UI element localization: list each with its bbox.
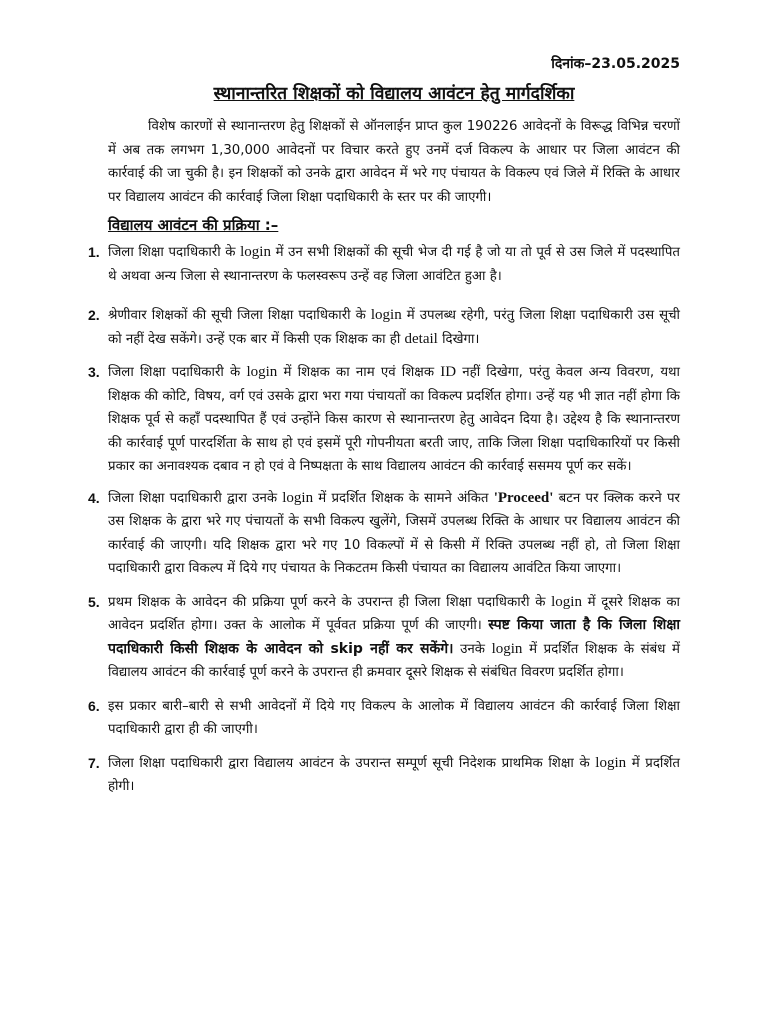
item-text: बटन पर क्लिक करने पर उस शिक्षक के द्वारा भरे गए पंचायतों के सभी विकल्प खुलेंगे, जिसमें उपलब्ध रिक्ति के आधार पर विद्यालय आवंटन की कार्रवाई की जाएगी। यदि शिक्षक द्वारा भरे गए 10 विकल्पों में से किसी में रिक्ति उपलब्ध नहीं हो, तो जिला शिक्षा पदाधिकारी द्वारा विकल्प में दिये गए पंचायत के निकटतम किसी पंचायत का विद्यालय आवंटित किया जाएगा। <box>108 490 680 576</box>
item-text: में उन सभी शिक्षकों की सूची भेज दी गई है जो या तो पूर्व से उस जिले में पदस्थापित थे अथवा अन्य जिला से स्थानान्तरण के फलस्वरूप उन्हें वह जिला आवंटित हुआ है। <box>108 245 680 284</box>
item-number: 2. <box>88 307 100 323</box>
procedure-item-6 <box>88 695 680 742</box>
item-text: इस प्रकार बारी–बारी से सभी आवेदनों में दिये गए विकल्प के आलोक में विद्यालय आवंटन की कार्रवाई जिला शिक्षा पदाधिकारी द्वारा ही की जाएगी। <box>108 698 680 737</box>
item-number: 1. <box>88 244 100 260</box>
procedure-item-4 <box>88 487 680 581</box>
item-text: में दूसरे शिक्षक का आवेदन प्रदर्शित होगा। उक्त के आलोक में पूर्ववत प्रक्रिया पूर्ण की जाएगी। <box>108 594 681 633</box>
procedure-item-7 <box>88 752 680 799</box>
procedure-item-1 <box>88 241 680 288</box>
item-text: जिला शिक्षा पदाधिकारी द्वारा उनके <box>108 490 283 506</box>
item-text-latin: login <box>370 307 402 323</box>
item-text: जिला शिक्षा पदाधिकारी के <box>108 365 247 380</box>
procedure-item-5 <box>88 591 681 685</box>
item-text-latin: login <box>282 489 314 506</box>
intro-paragraph: विशेष कारणों से स्थानान्तरण हेतु शिक्षकों से ऑनलाईन प्राप्त कुल 190226 आवेदनों के विरूद्ध विभिन्न चरणों में अब तक लगभग 1,30,000 आवेदनों पर विचार करते हुए उनमें दर्ज विकल्प के आधार पर जिला आवंटन की कार्रवाई की जा चुकी है। इन शिक्षकों को उनके द्वारा आवेदन में भरे गए पंचायत के विकल्प एवं जिले में रिक्ति के आधार पर विद्यालय आवंटन की कार्रवाई जिला शिक्षा पदाधिकारी के स्तर पर की जाएगी। <box>108 119 680 205</box>
item-number: 3. <box>88 364 100 380</box>
item-number: 4. <box>88 489 100 506</box>
item-text: में प्रदर्शित शिक्षक के सामने अंकित <box>313 490 494 506</box>
item-text: प्रथम शिक्षक के आवेदन की प्रक्रिया पूर्ण करने के उपरान्त ही जिला शिक्षा पदाधिकारी के <box>108 594 552 610</box>
proceed-label: 'Proceed' <box>493 489 554 506</box>
section-heading: विद्यालय आवंटन की प्रक्रिया :– <box>108 216 279 234</box>
item-text: में शिक्षक का नाम एवं शिक्षक <box>277 365 441 380</box>
item-text: में प्रदर्शित शिक्षक के संबंध में विद्यालय आवंटन की कार्रवाई पूर्ण करने के उपरान्त ही क्रमवार दूसरे शिक्षक से संबंधित विवरण प्रदर्शित होगा। <box>108 641 680 680</box>
item-text: श्रेणीवार शिक्षकों की सूची जिला शिक्षा पदाधिकारी के <box>108 308 371 323</box>
item-text-latin: ID <box>440 364 457 380</box>
item-text: उनके <box>453 641 492 657</box>
item-number: 6. <box>88 697 100 714</box>
procedure-list <box>88 241 681 799</box>
item-text: में उपलब्ध रहेगी, परंतु जिला शिक्षा पदाधिकारी उस सूची को नहीं देख सकेंगे। उन्हें एक बार में किसी एक शिक्षक का ही <box>108 308 680 347</box>
document-title: स्थानान्तरित शिक्षकों को विद्यालय आवंटन हेतु मार्गदर्शिका <box>213 84 575 104</box>
item-number: 7. <box>88 754 100 771</box>
document-date: दिनांक–23.05.2025 <box>551 56 680 72</box>
item-text-latin: login <box>595 754 627 771</box>
item-text: नहीं दिखेगा, परंतु केवल अन्य विवरण, यथा शिक्षक की कोटि, विषय, वर्ग एवं उसके द्वारा भरा गया पंचायतों का विकल्प प्रदर्शित होगा। उन्हें यह भी ज्ञात नहीं होगा कि शिक्षक पूर्व से कहाँ पदस्थापित हैं एवं उन्होंने किस कारण से स्थानान्तरण हेतु आवेदन दिया है। उद्देश्य है कि स्थानान्तरण की कार्रवाई पूर्ण पारदर्शिता के साथ हो एवं इसमें पूरी गोपनीयता बरती जाए, ताकि जिला शिक्षा पदाधिकारियों पर किसी प्रकार का अनावश्यक दबाव न हो एवं वे निष्पक्षता के साथ विद्यालय आवंटन की कार्रवाई ससमय पूर्ण कर सकें। <box>108 365 680 474</box>
item-text: दिखेगा। <box>437 331 480 347</box>
procedure-item-3 <box>88 361 680 479</box>
item-text-latin: login <box>240 244 271 260</box>
item-text: जिला शिक्षा पदाधिकारी द्वारा विद्यालय आवंटन के उपरान्त सम्पूर्ण सूची निदेशक प्राथमिक शिक्षा के <box>108 755 596 771</box>
item-text-latin: login <box>246 364 278 380</box>
item-text-latin: login <box>491 640 523 657</box>
item-text: में प्रदर्शित होगी। <box>108 755 680 794</box>
procedure-item-2 <box>88 304 680 351</box>
item-text: जिला शिक्षा पदाधिकारी के <box>108 245 241 260</box>
emphasis-text: स्पष्ट किया जाता है कि जिला शिक्षा पदाधिकारी किसी शिक्षक के आवेदन को skip नहीं कर सकेंगे। <box>108 617 680 657</box>
item-number: 5. <box>88 593 100 610</box>
item-text-latin: login <box>551 593 582 610</box>
item-text-latin: detail <box>404 330 438 347</box>
